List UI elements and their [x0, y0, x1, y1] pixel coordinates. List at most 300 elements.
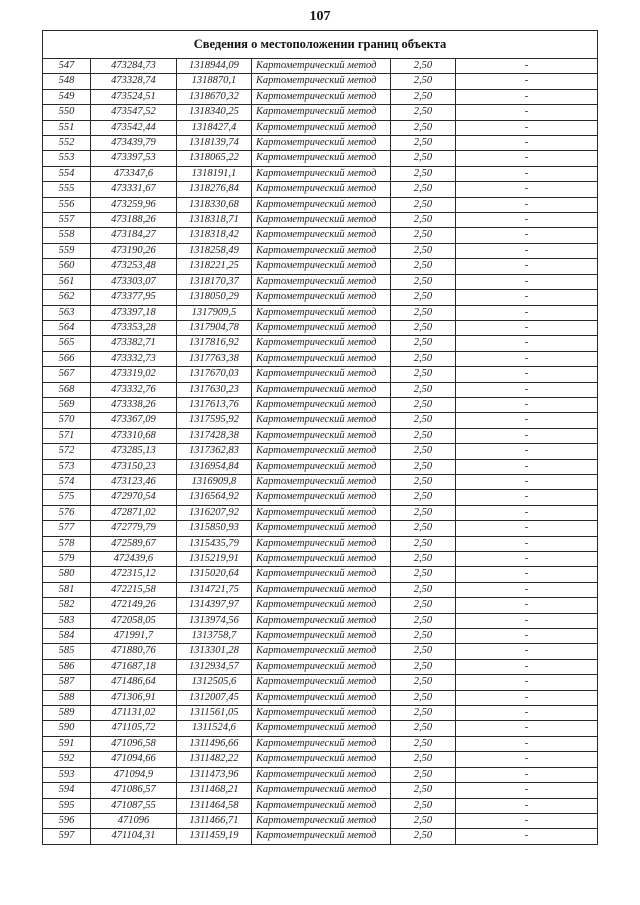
table-cell: 1318170,37 [176, 274, 251, 289]
table-cell: 2,50 [390, 197, 455, 212]
table-row [42, 783, 597, 798]
table-cell: 2,50 [390, 444, 455, 459]
table-cell: 581 [42, 582, 90, 597]
table-cell: - [455, 474, 597, 489]
table-cell: 2,50 [390, 74, 455, 89]
table-cell: - [455, 752, 597, 767]
table-row [42, 767, 597, 782]
table-row [42, 290, 597, 305]
table-cell: 1315219,91 [176, 552, 251, 567]
table-cell: 2,50 [390, 783, 455, 798]
table-cell: 2,50 [390, 598, 455, 613]
table-cell: Картометрический метод [251, 290, 390, 305]
table-row [42, 736, 597, 751]
table-cell: 1317613,76 [176, 397, 251, 412]
table-cell: 472215,58 [90, 582, 176, 597]
table-cell: 473397,18 [90, 305, 176, 320]
table-cell: 547 [42, 59, 90, 74]
table-cell: Картометрический метод [251, 444, 390, 459]
table-cell: - [455, 706, 597, 721]
table-cell: 2,50 [390, 182, 455, 197]
table-cell: 473332,76 [90, 382, 176, 397]
table-body [42, 59, 597, 845]
table-cell: 473188,26 [90, 213, 176, 228]
table-cell: 2,50 [390, 521, 455, 536]
table-cell: - [455, 813, 597, 828]
table-cell: - [455, 182, 597, 197]
table-cell: Картометрический метод [251, 274, 390, 289]
table-cell: 473259,96 [90, 197, 176, 212]
table-cell: Картометрический метод [251, 505, 390, 520]
table-cell: 567 [42, 367, 90, 382]
table-cell: 2,50 [390, 413, 455, 428]
table-row [42, 444, 597, 459]
table-cell: 2,50 [390, 166, 455, 181]
table-row [42, 474, 597, 489]
table-cell: - [455, 120, 597, 135]
table-cell: 2,50 [390, 367, 455, 382]
table-cell: 2,50 [390, 228, 455, 243]
table-cell: 2,50 [390, 536, 455, 551]
table-row [42, 228, 597, 243]
table-cell: 1314397,97 [176, 598, 251, 613]
table-cell: 578 [42, 536, 90, 551]
table-cell: 2,50 [390, 120, 455, 135]
table-cell: 2,50 [390, 490, 455, 505]
table-cell: - [455, 413, 597, 428]
table-cell: Картометрический метод [251, 397, 390, 412]
table-cell: 2,50 [390, 736, 455, 751]
table-cell: 575 [42, 490, 90, 505]
table-cell: - [455, 382, 597, 397]
table-cell: 473353,28 [90, 320, 176, 335]
table-cell: 473338,26 [90, 397, 176, 412]
table-cell: - [455, 74, 597, 89]
table-cell: 572 [42, 444, 90, 459]
table-cell: 1315435,79 [176, 536, 251, 551]
table-cell: 594 [42, 783, 90, 798]
table-cell: 1315850,93 [176, 521, 251, 536]
table-cell: 1318944,09 [176, 59, 251, 74]
table-row [42, 259, 597, 274]
table-row [42, 644, 597, 659]
table-cell: - [455, 166, 597, 181]
table-cell: - [455, 598, 597, 613]
table-cell: 473319,02 [90, 367, 176, 382]
table-cell: 1312934,57 [176, 659, 251, 674]
table-cell: 473123,46 [90, 474, 176, 489]
table-cell: 569 [42, 397, 90, 412]
table-cell: 471105,72 [90, 721, 176, 736]
table-cell: 592 [42, 752, 90, 767]
table-cell: 472439,6 [90, 552, 176, 567]
table-cell: 473150,23 [90, 459, 176, 474]
table-cell: Картометрический метод [251, 659, 390, 674]
table-cell: 2,50 [390, 721, 455, 736]
table-cell: 473377,95 [90, 290, 176, 305]
table-cell: 471991,7 [90, 629, 176, 644]
table-cell: 1317595,92 [176, 413, 251, 428]
table-cell: 596 [42, 813, 90, 828]
table-cell: Картометрический метод [251, 629, 390, 644]
table-cell: 1318318,42 [176, 228, 251, 243]
table-cell: Картометрический метод [251, 767, 390, 782]
table-cell: 1313758,7 [176, 629, 251, 644]
table-row [42, 721, 597, 736]
table-cell: 1311473,96 [176, 767, 251, 782]
table-cell: 2,50 [390, 644, 455, 659]
table-cell: 585 [42, 644, 90, 659]
table-row [42, 798, 597, 813]
table-cell: 555 [42, 182, 90, 197]
table-cell: Картометрический метод [251, 320, 390, 335]
table-cell: Картометрический метод [251, 182, 390, 197]
table-row [42, 459, 597, 474]
table-cell: 1316564,92 [176, 490, 251, 505]
table-cell: - [455, 89, 597, 104]
table-cell: 473367,09 [90, 413, 176, 428]
table-cell: 2,50 [390, 382, 455, 397]
table-cell: 1311459,19 [176, 829, 251, 844]
table-cell: - [455, 228, 597, 243]
table-row [42, 382, 597, 397]
table-cell: Картометрический метод [251, 552, 390, 567]
table-cell: 557 [42, 213, 90, 228]
table-cell: 2,50 [390, 305, 455, 320]
table-cell: 582 [42, 598, 90, 613]
table-cell: 1314721,75 [176, 582, 251, 597]
table-row [42, 505, 597, 520]
table-cell: 560 [42, 259, 90, 274]
table-cell: 2,50 [390, 351, 455, 366]
table-cell: Картометрический метод [251, 89, 390, 104]
table-cell: 1317904,78 [176, 320, 251, 335]
table-cell: 570 [42, 413, 90, 428]
table-row [42, 59, 597, 74]
table-cell: Картометрический метод [251, 59, 390, 74]
table-row [42, 243, 597, 258]
table-row [42, 105, 597, 120]
table-cell: - [455, 367, 597, 382]
table-cell: 1318276,84 [176, 182, 251, 197]
table-cell: 471096 [90, 813, 176, 828]
table-cell: - [455, 552, 597, 567]
table-cell: 473253,48 [90, 259, 176, 274]
table-cell: 473285,13 [90, 444, 176, 459]
table-row [42, 582, 597, 597]
table-cell: Картометрический метод [251, 351, 390, 366]
table-cell: 586 [42, 659, 90, 674]
table-cell: 580 [42, 567, 90, 582]
table-row [42, 274, 597, 289]
table-cell: 2,50 [390, 336, 455, 351]
table-cell: 1318870,1 [176, 74, 251, 89]
table-cell: - [455, 351, 597, 366]
table-cell: 2,50 [390, 397, 455, 412]
table-cell: - [455, 444, 597, 459]
table-cell: 473303,07 [90, 274, 176, 289]
table-cell: - [455, 613, 597, 628]
table-cell: - [455, 243, 597, 258]
table-cell: 564 [42, 320, 90, 335]
table-cell: 593 [42, 767, 90, 782]
table-cell: - [455, 197, 597, 212]
table-row [42, 706, 597, 721]
table-cell: Картометрический метод [251, 136, 390, 151]
table-cell: 473397,53 [90, 151, 176, 166]
table-cell: 471486,64 [90, 675, 176, 690]
table-row [42, 536, 597, 551]
table-cell: 1318427,4 [176, 120, 251, 135]
page-number: 107 [309, 9, 331, 24]
table-cell: - [455, 105, 597, 120]
table-cell: 1318191,1 [176, 166, 251, 181]
table-cell: 471087,55 [90, 798, 176, 813]
table-cell: 473347,6 [90, 166, 176, 181]
table-cell: 583 [42, 613, 90, 628]
table-cell: 1311466,71 [176, 813, 251, 828]
table-cell: 1318050,29 [176, 290, 251, 305]
table-cell: Картометрический метод [251, 120, 390, 135]
table-cell: Картометрический метод [251, 706, 390, 721]
table-cell: Картометрический метод [251, 228, 390, 243]
table-cell: 1311496,66 [176, 736, 251, 751]
table-cell: - [455, 567, 597, 582]
table-row [42, 89, 597, 104]
table-cell: 471096,58 [90, 736, 176, 751]
table-cell: 473547,52 [90, 105, 176, 120]
table-cell: 558 [42, 228, 90, 243]
table-cell: 1313974,56 [176, 613, 251, 628]
table-row [42, 813, 597, 828]
table-cell: Картометрический метод [251, 459, 390, 474]
table-row [42, 659, 597, 674]
table-cell: 574 [42, 474, 90, 489]
table-cell: - [455, 829, 597, 844]
table-cell: 471131,02 [90, 706, 176, 721]
table-cell: 587 [42, 675, 90, 690]
table-cell: - [455, 721, 597, 736]
table-cell: - [455, 213, 597, 228]
table-cell: Картометрический метод [251, 829, 390, 844]
table-cell: 591 [42, 736, 90, 751]
table-cell: 566 [42, 351, 90, 366]
table-cell: 1318318,71 [176, 213, 251, 228]
table-row [42, 690, 597, 705]
table-cell: Картометрический метод [251, 536, 390, 551]
table-cell: 2,50 [390, 690, 455, 705]
table-cell: Картометрический метод [251, 105, 390, 120]
table-cell: 2,50 [390, 706, 455, 721]
table-cell: - [455, 659, 597, 674]
table-cell: Картометрический метод [251, 490, 390, 505]
table-cell: 1311468,21 [176, 783, 251, 798]
table-cell: 2,50 [390, 320, 455, 335]
table-cell: 1311464,58 [176, 798, 251, 813]
table-cell: Картометрический метод [251, 336, 390, 351]
table-cell: 1318670,32 [176, 89, 251, 104]
table-cell: - [455, 582, 597, 597]
table-cell: 471104,31 [90, 829, 176, 844]
table-cell: 471880,76 [90, 644, 176, 659]
table-cell: Картометрический метод [251, 721, 390, 736]
table-title-row [42, 31, 597, 59]
table-cell: 473310,68 [90, 428, 176, 443]
table-cell: 1316909,8 [176, 474, 251, 489]
table-row [42, 397, 597, 412]
table-cell: - [455, 320, 597, 335]
table-cell: - [455, 274, 597, 289]
table-row [42, 74, 597, 89]
table-cell: 2,50 [390, 567, 455, 582]
table-cell: 588 [42, 690, 90, 705]
table-cell: Картометрический метод [251, 74, 390, 89]
table-cell: 561 [42, 274, 90, 289]
table-row [42, 351, 597, 366]
table-cell: - [455, 629, 597, 644]
table-cell: - [455, 428, 597, 443]
table-cell: 473190,26 [90, 243, 176, 258]
table-cell: 1317909,5 [176, 305, 251, 320]
table-cell: - [455, 736, 597, 751]
table-cell: 584 [42, 629, 90, 644]
table-cell: 472871,02 [90, 505, 176, 520]
table-cell: 2,50 [390, 136, 455, 151]
table-cell: 565 [42, 336, 90, 351]
table-cell: 2,50 [390, 552, 455, 567]
table-row [42, 521, 597, 536]
table-cell: 1318340,25 [176, 105, 251, 120]
table-cell: 548 [42, 74, 90, 89]
table-cell: - [455, 767, 597, 782]
table-cell: Картометрический метод [251, 521, 390, 536]
table-cell: 472589,67 [90, 536, 176, 551]
table-cell: 1318330,68 [176, 197, 251, 212]
table-cell: Картометрический метод [251, 305, 390, 320]
table-cell: 2,50 [390, 59, 455, 74]
table-row [42, 413, 597, 428]
table-cell: 1318139,74 [176, 136, 251, 151]
table-cell: - [455, 690, 597, 705]
table-cell: 472315,12 [90, 567, 176, 582]
table-row [42, 305, 597, 320]
table-cell: - [455, 336, 597, 351]
table-cell: 563 [42, 305, 90, 320]
table-cell: - [455, 136, 597, 151]
table-cell: 473284,73 [90, 59, 176, 74]
table-cell: 556 [42, 197, 90, 212]
table-cell: 2,50 [390, 151, 455, 166]
table-cell: 472058,05 [90, 613, 176, 628]
table-cell: 554 [42, 166, 90, 181]
table-cell: 2,50 [390, 659, 455, 674]
table-cell: 571 [42, 428, 90, 443]
table-cell: 2,50 [390, 752, 455, 767]
table-cell: 473184,27 [90, 228, 176, 243]
table-cell: 473524,51 [90, 89, 176, 104]
table-cell: 549 [42, 89, 90, 104]
table-cell: 473328,74 [90, 74, 176, 89]
table-cell: Картометрический метод [251, 690, 390, 705]
table-cell: - [455, 397, 597, 412]
table-cell: 471086,57 [90, 783, 176, 798]
table-row [42, 136, 597, 151]
table-cell: Картометрический метод [251, 367, 390, 382]
table-cell: Картометрический метод [251, 613, 390, 628]
table-cell: 577 [42, 521, 90, 536]
table-cell: 1311561,05 [176, 706, 251, 721]
table-cell: - [455, 644, 597, 659]
table-cell: Картометрический метод [251, 166, 390, 181]
table-cell: Картометрический метод [251, 197, 390, 212]
table-row [42, 151, 597, 166]
table-cell: 471094,9 [90, 767, 176, 782]
table-cell: - [455, 459, 597, 474]
table-row [42, 675, 597, 690]
table-cell: 1317670,03 [176, 367, 251, 382]
table-cell: 1311482,22 [176, 752, 251, 767]
table-cell: Картометрический метод [251, 413, 390, 428]
table-cell: 471687,18 [90, 659, 176, 674]
table-cell: 1316207,92 [176, 505, 251, 520]
table-cell: 2,50 [390, 582, 455, 597]
table-cell: Картометрический метод [251, 243, 390, 258]
table-cell: Картометрический метод [251, 752, 390, 767]
table-cell: 595 [42, 798, 90, 813]
table-cell: 2,50 [390, 813, 455, 828]
table-row [42, 336, 597, 351]
table-cell: Картометрический метод [251, 598, 390, 613]
table-cell: 1317428,38 [176, 428, 251, 443]
table-cell: 472970,54 [90, 490, 176, 505]
table-cell: - [455, 675, 597, 690]
table-cell: 559 [42, 243, 90, 258]
table-cell: 2,50 [390, 259, 455, 274]
table-row [42, 367, 597, 382]
table-cell: - [455, 505, 597, 520]
table-cell: - [455, 259, 597, 274]
table-cell: 472779,79 [90, 521, 176, 536]
table-cell: Картометрический метод [251, 474, 390, 489]
table-cell: 2,50 [390, 243, 455, 258]
table-cell: 2,50 [390, 274, 455, 289]
table-cell: 562 [42, 290, 90, 305]
table-cell: 597 [42, 829, 90, 844]
table-header [42, 31, 597, 59]
table-row [42, 752, 597, 767]
table-cell: 1318065,22 [176, 151, 251, 166]
table-cell: 2,50 [390, 89, 455, 104]
table-cell: Картометрический метод [251, 736, 390, 751]
table-cell: - [455, 151, 597, 166]
table-cell: Картометрический метод [251, 582, 390, 597]
table-cell: 2,50 [390, 459, 455, 474]
table-row [42, 197, 597, 212]
table-cell: 473332,73 [90, 351, 176, 366]
table-cell: 576 [42, 505, 90, 520]
table-row [42, 567, 597, 582]
table-cell: - [455, 783, 597, 798]
table-cell: 2,50 [390, 829, 455, 844]
table-cell: 550 [42, 105, 90, 120]
table-cell: Картометрический метод [251, 428, 390, 443]
table-cell: 1318258,49 [176, 243, 251, 258]
table-cell: Картометрический метод [251, 675, 390, 690]
table-row [42, 629, 597, 644]
table-cell: 2,50 [390, 474, 455, 489]
table-cell: Картометрический метод [251, 259, 390, 274]
table-row [42, 829, 597, 844]
